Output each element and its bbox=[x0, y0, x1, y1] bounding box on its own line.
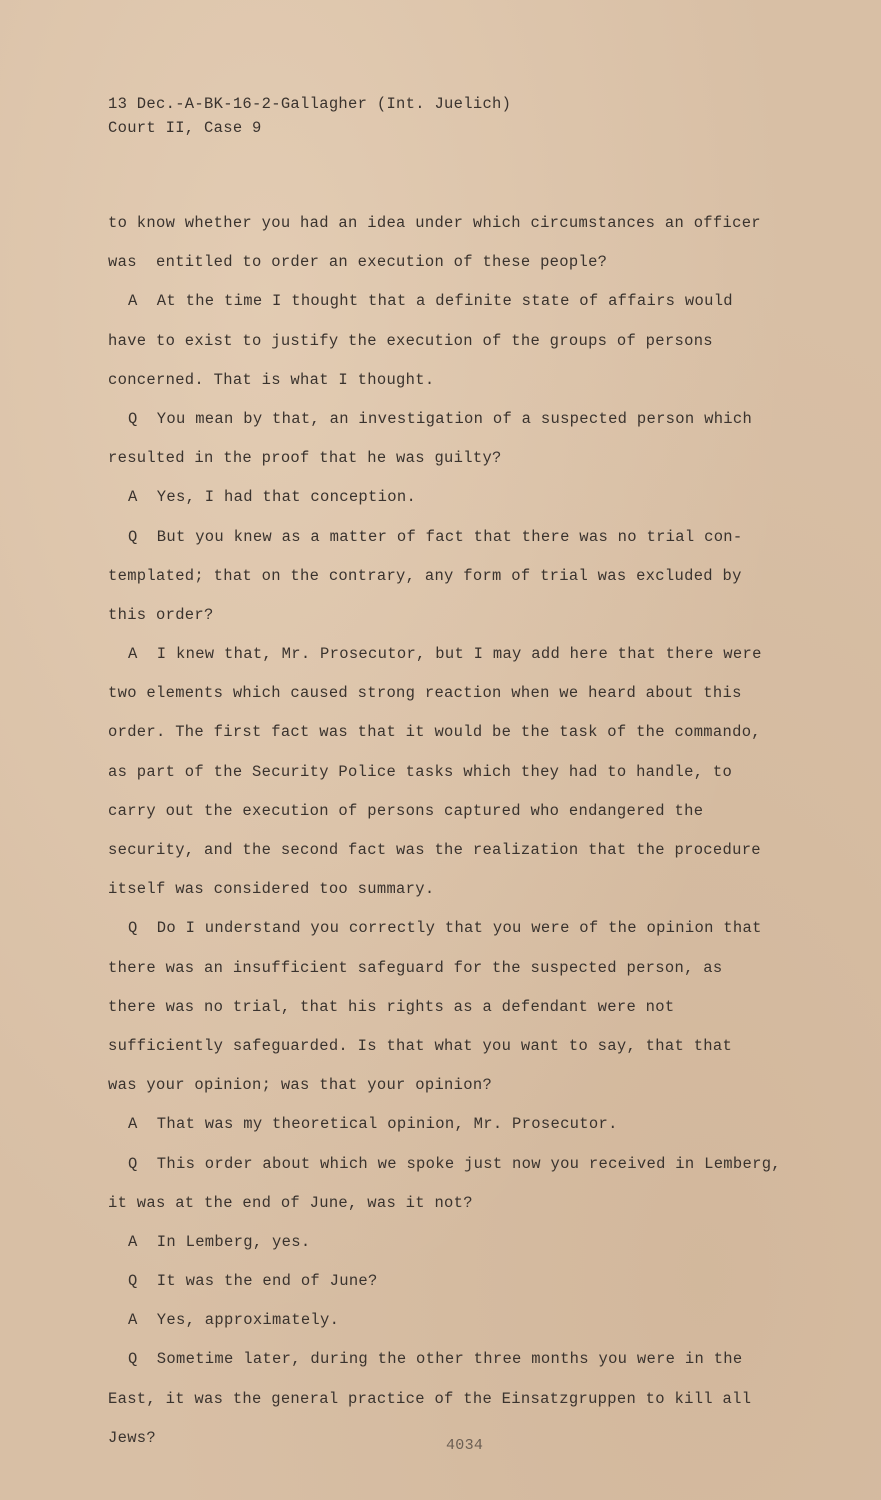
header-reference-line: 13 Dec.-A-BK-16-2-Gallagher (Int. Juelich) bbox=[108, 95, 512, 113]
transcript-line: two elements which caused strong reaction when we heard about this bbox=[108, 684, 742, 703]
transcript-line: templated; that on the contrary, any form of trial was excluded by bbox=[108, 566, 742, 585]
transcript-line: concerned. That is what I thought. bbox=[108, 370, 435, 389]
transcript-line: Q It was the end of June? bbox=[128, 1272, 378, 1291]
transcript-line: itself was considered too summary. bbox=[108, 880, 435, 899]
transcript-line: it was at the end of June, was it not? bbox=[108, 1193, 473, 1212]
transcript-line: as part of the Security Police tasks which they had to handle, to bbox=[108, 762, 733, 781]
transcript-line: security, and the second fact was the realization that the procedure bbox=[108, 841, 761, 859]
transcript-line: sufficiently safeguarded. Is that what you want to say, that that bbox=[108, 1036, 733, 1055]
transcript-line: A Yes, I had that conception. bbox=[128, 488, 417, 507]
transcript-line: A In Lemberg, yes. bbox=[128, 1232, 311, 1251]
transcript-line: order. The first fact was that it would be the task of the commando, bbox=[108, 723, 761, 742]
transcript-line: Q You mean by that, an investigation of a suspected person which bbox=[128, 409, 753, 428]
transcript-line: was entitled to order an execution of these people? bbox=[108, 253, 608, 272]
transcript-line: carry out the execution of persons captured who endangered the bbox=[108, 801, 704, 820]
transcript-line: A At the time I thought that a definite state of affairs would bbox=[128, 292, 733, 311]
transcript-line: there was an insufficient safeguard for the suspected person, as bbox=[108, 958, 723, 977]
transcript-line: resulted in the proof that he was guilty? bbox=[108, 449, 502, 468]
transcript-line: A Yes, approximately. bbox=[128, 1311, 340, 1330]
transcript-line: there was no trial, that his rights as a defendant were not bbox=[108, 997, 675, 1016]
transcript-line: Q This order about which we spoke just now you received in Lemberg, bbox=[128, 1154, 781, 1173]
transcript-line: A That was my theoretical opinion, Mr. Prosecutor. bbox=[128, 1115, 618, 1134]
transcript-line: to know whether you had an idea under which circumstances an officer bbox=[108, 214, 761, 232]
transcript-line: Q But you knew as a matter of fact that there was no trial con- bbox=[128, 527, 743, 546]
transcript-line: Q Sometime later, during the other three months you were in the bbox=[128, 1350, 743, 1369]
transcript-line: was your opinion; was that your opinion? bbox=[108, 1076, 493, 1095]
header-court-line: Court II, Case 9 bbox=[108, 119, 262, 137]
transcript-line: this order? bbox=[108, 605, 214, 624]
transcript-line: Jews? bbox=[108, 1428, 157, 1447]
page-number: 4034 bbox=[446, 1437, 484, 1454]
transcript-body bbox=[108, 210, 808, 1464]
transcript-line: A I knew that, Mr. Prosecutor, but I may add here that there were bbox=[128, 645, 762, 664]
transcript-line: have to exist to justify the execution of the groups of persons bbox=[108, 331, 713, 350]
document-header bbox=[108, 92, 511, 140]
transcript-line: East, it was the general practice of the Einsatzgruppen to kill all bbox=[108, 1389, 752, 1408]
transcript-line: Q Do I understand you correctly that you were of the opinion that bbox=[128, 919, 762, 938]
